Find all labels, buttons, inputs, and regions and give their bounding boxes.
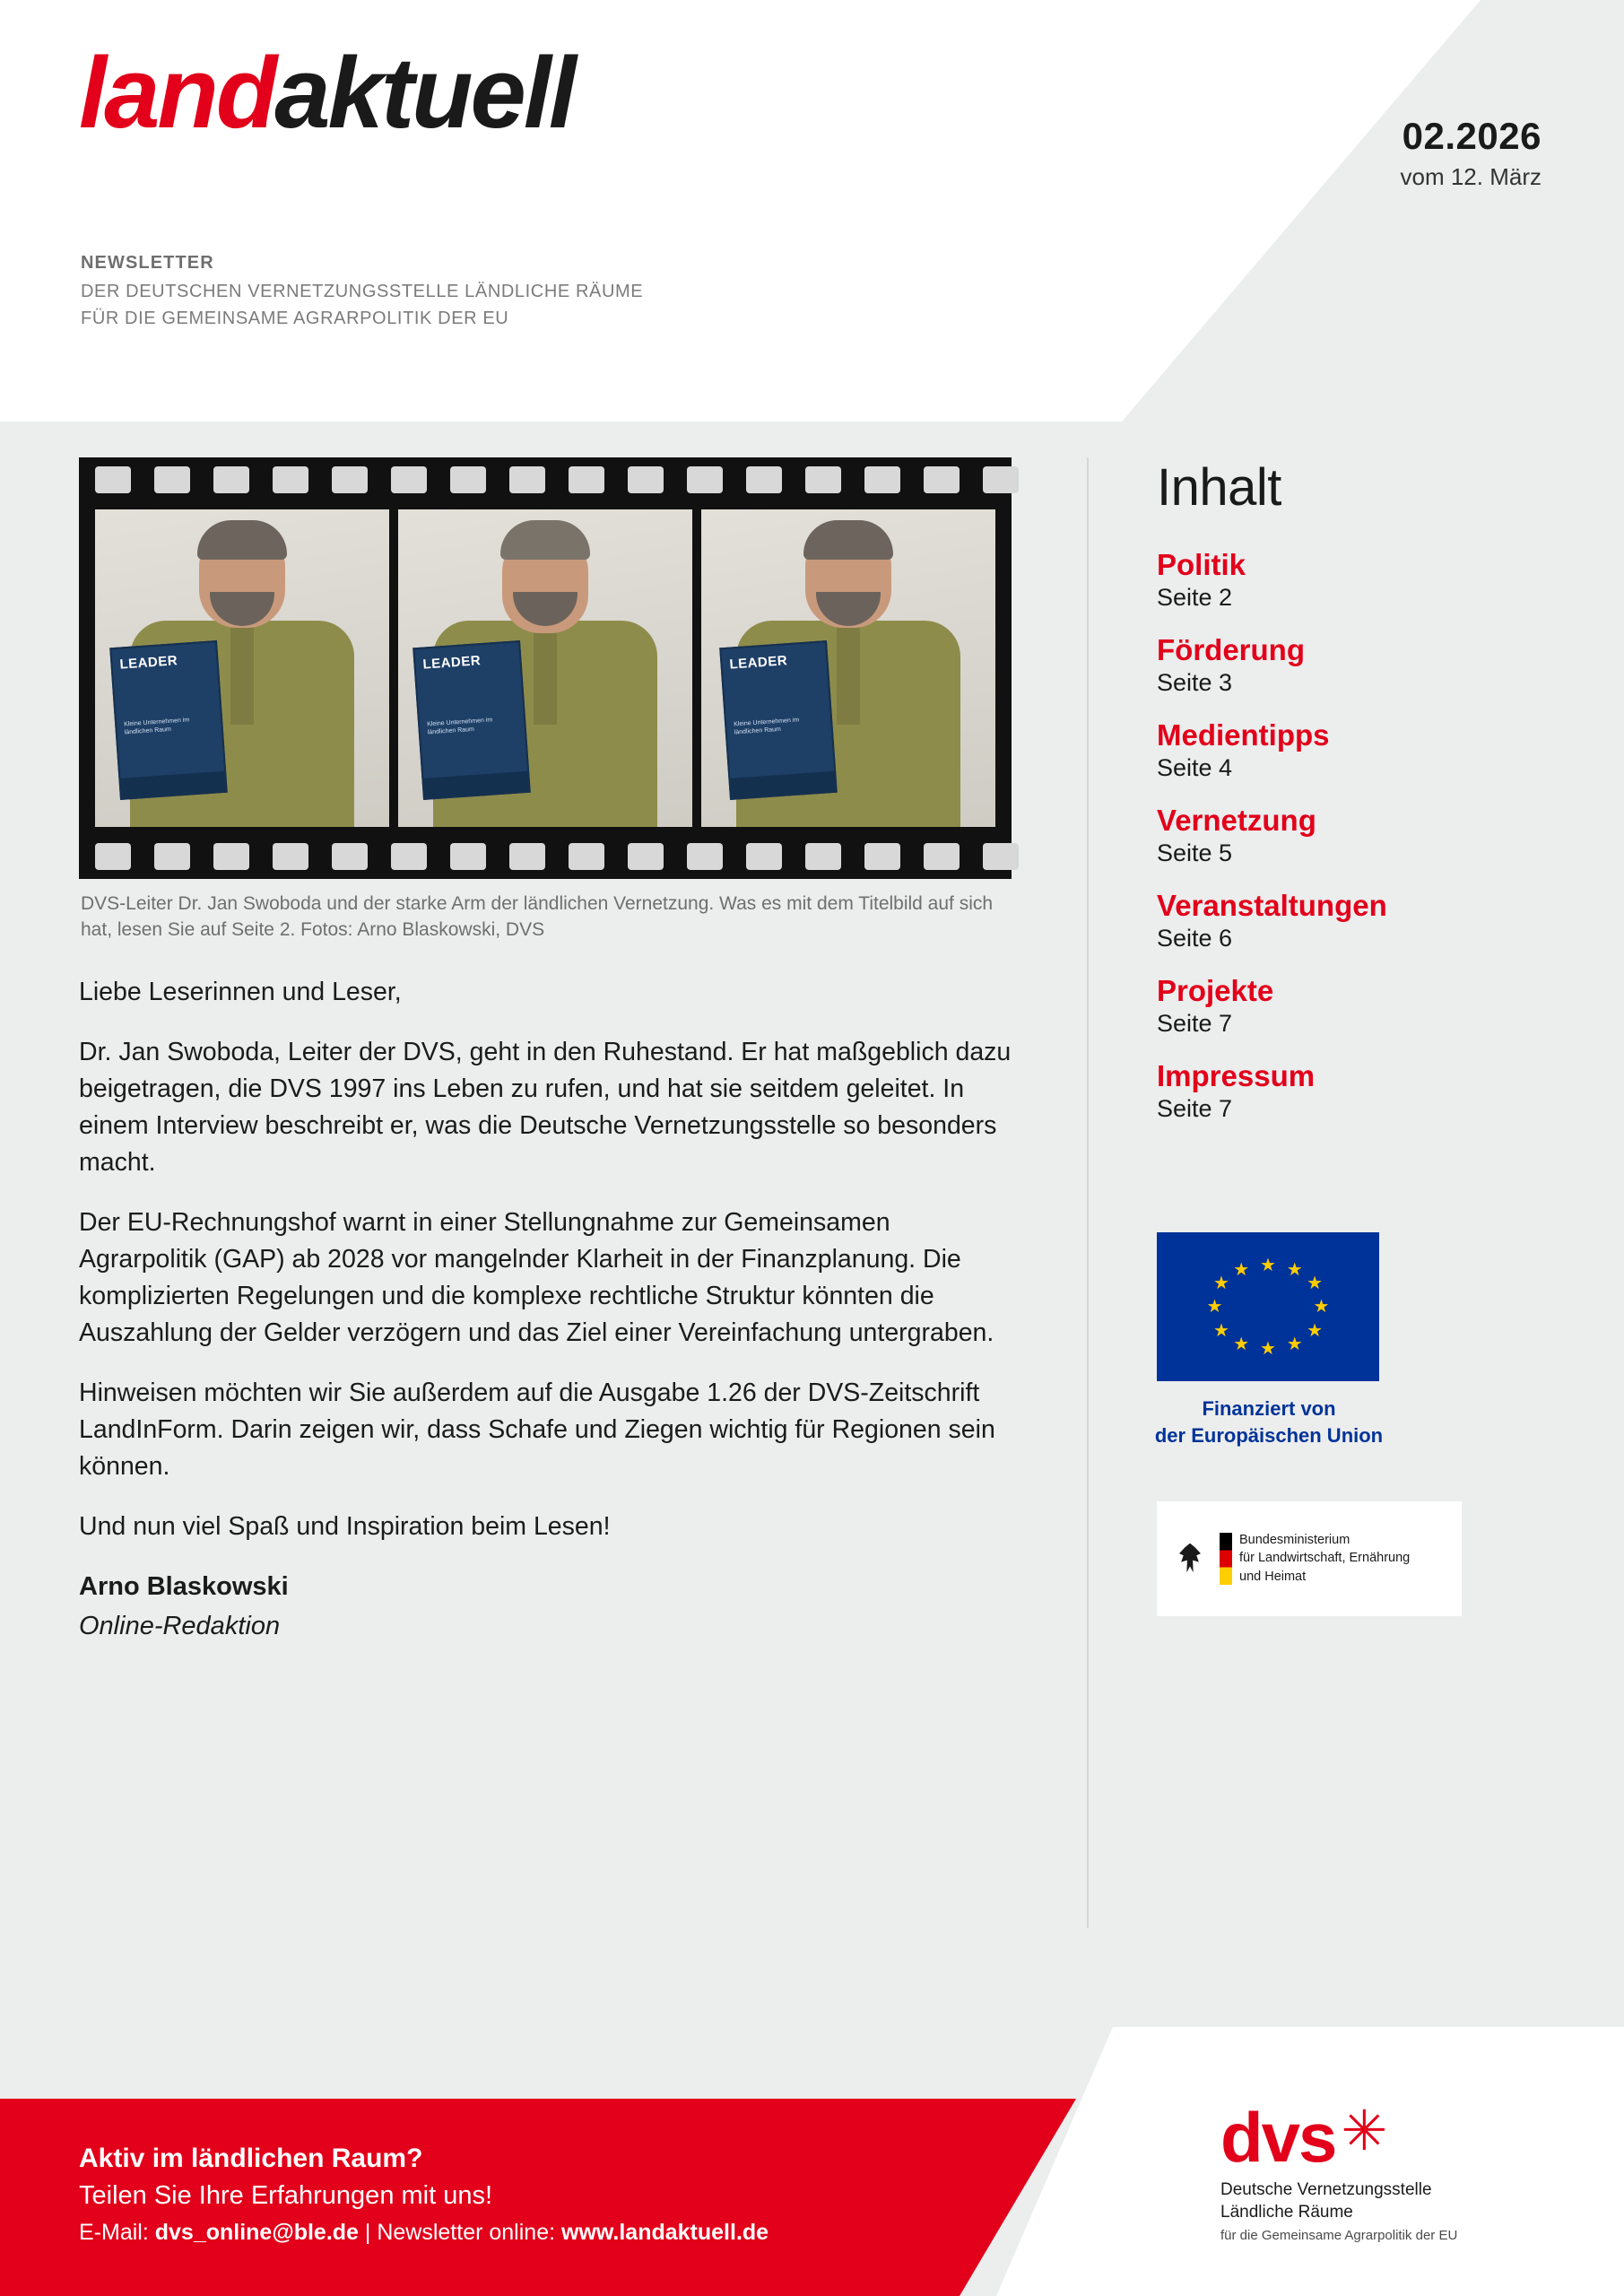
toc-entry-politik[interactable] [1157,548,1542,613]
toc-entry-label: Veranstaltungen [1157,889,1387,923]
dvs-star-icon: ✳ [1341,2100,1388,2163]
book-subtitle: Kleine Unternehmen im ländlichen Raum [123,717,190,736]
letter-paragraph-2: Der EU-Rechnungshof warnt in einer Stellungnahme zur Gemeinsamen Agrarpolitik (GAP) ab 2028 vor mangelnder Klarheit in der Finanzplanung. Die komplizierten Regelungen und die komplexe rechtliche Struktur könnten die Auszahlung der Gelder verzögern und das Ziel einer Vereinfachung untergraben. [79,1208,994,1348]
toc-title: Inhalt [1157,458,1281,517]
eu-funding-line-2: der Europäischen Union [1154,1423,1384,1447]
bmel-text [1239,1531,1410,1586]
bmel-logo [1157,1501,1462,1616]
toc-entry-projekte[interactable] [1157,974,1542,1039]
filmstrip-frames [95,509,995,827]
column-divider [1087,457,1089,1928]
filmstrip-photo [79,457,1012,879]
toc-entry-label: Politik [1157,548,1246,581]
german-flag-icon [1220,1533,1232,1585]
book-title: LEADER [118,653,178,673]
eu-funding-text [1121,1396,1417,1448]
dvs-sub-line-3: für die Gemeinsame Agrarpolitik der EU [1220,2227,1458,2243]
page-header [0,0,1624,422]
issue-block [1401,115,1542,191]
logo-land: land [79,37,275,149]
toc-entry-foerderung[interactable] [1157,633,1542,699]
brand-logo [79,37,575,149]
toc-entry-label: Impressum [1157,1059,1316,1093]
leaderforum-book [109,640,228,800]
dvs-sub-line-2: Ländliche Räume [1220,2202,1353,2222]
eu-funding-badge [1154,1232,1384,1448]
letter-paragraph-3: Hinweisen möchten wir Sie außerdem auf die Ausgabe 1.26 der DVS-Zeitschrift LandInForm. Darin zeigen wir, dass Schafe und Ziegen wichtig für Regionen sein können. [79,1378,995,1482]
dvs-wordmark: dvs [1220,2098,1336,2178]
toc-entry-page: Seite 3 [1157,668,1233,696]
bmel-line-1: Bundesministerium [1239,1533,1350,1548]
toc-entry-page: Seite 5 [1157,839,1233,867]
leaderforum-book [413,640,531,800]
sidebar [1154,457,1542,1616]
toc-entry-page: Seite 7 [1157,1010,1233,1038]
eu-flag-icon: ★ ★ ★ ★ ★ ★ ★ ★ ★ ★ ★ ★ [1157,1232,1379,1381]
letter-paragraph-4: Und nun viel Spaß und Inspiration beim Lesen! [79,1512,611,1542]
toc-entry-page: Seite 2 [1157,583,1233,611]
book-subtitle: Kleine Unternehmen im ländlichen Raum [426,717,493,736]
toc-entry-veranstaltungen[interactable] [1157,889,1542,954]
toc-entry-label: Förderung [1157,633,1305,667]
logo-aktuell: aktuell [274,37,575,149]
dvs-sub-line-1: Deutsche Vernetzungsstelle [1220,2180,1432,2200]
footer-email-link[interactable]: dvs_online@ble.de [154,2220,359,2245]
toc-entry-page: Seite 7 [1157,1095,1233,1123]
main-column [79,457,1012,1646]
toc-entry-vernetzung[interactable] [1157,804,1542,869]
photo-frame-2 [398,509,692,827]
newsletter-label: NEWSLETTER [81,253,214,273]
toc-entry-page: Seite 4 [1157,754,1233,781]
newsletter-line-2: FÜR DIE GEMEINSAME AGRARPOLITIK DER EU [81,309,509,328]
bmel-line-2: für Landwirtschaft, Ernährung [1239,1551,1411,1566]
issue-number: 02.2026 [1402,115,1541,157]
filmstrip-perforations-bottom [79,843,1012,870]
toc-entry-medientipps[interactable] [1157,718,1542,784]
issue-date: vom 12. März [1400,163,1541,190]
toc-entry-label: Medientipps [1157,718,1330,752]
filmstrip-perforations-top [79,466,1012,493]
eu-funding-line-1: Finanziert von [1202,1397,1336,1421]
footer-contact-line [79,2220,769,2246]
book-subtitle: Kleine Unternehmen im ländlichen Raum [733,717,800,736]
newsletter-subtitle [81,249,643,332]
editorial-letter [79,944,1012,1646]
toc-entry-page: Seite 6 [1157,925,1233,952]
toc-entry-impressum[interactable] [1157,1059,1542,1125]
newsletter-line-1: DER DEUTSCHEN VERNETZUNGSSTELLE LÄNDLICHE RÄUME [81,282,644,301]
signature-name: Arno Blaskowski [79,1572,289,1602]
signature-role: Online-Redaktion [79,1612,281,1641]
dvs-subtitle [1220,2179,1534,2244]
federal-eagle-icon [1173,1538,1207,1579]
toc-entry-label: Projekte [1157,974,1274,1008]
book-title: LEADER [421,653,482,673]
footer-email-prefix: E-Mail: [79,2220,155,2245]
footer-separator: | Newsletter online: [358,2220,561,2245]
toc-entry-label: Vernetzung [1157,804,1316,838]
bmel-line-3: und Heimat [1239,1569,1307,1584]
footer-subline: Teilen Sie Ihre Erfahrungen mit uns! [79,2181,493,2210]
footer-website-link[interactable]: www.landaktuell.de [561,2220,769,2245]
photo-frame-3 [701,509,995,827]
footer-contact-block [79,2144,769,2246]
dvs-logo [1220,2098,1534,2244]
book-title: LEADER [728,653,788,673]
photo-caption: DVS-Leiter Dr. Jan Swoboda und der starke Arm der ländlichen Vernetzung. Was es mit dem Titelbild auf sich hat, lesen Sie auf Seite 2. Fotos: Arno Blaskowski, DVS [81,893,994,940]
letter-paragraph-1: Dr. Jan Swoboda, Leiter der DVS, geht in den Ruhestand. Er hat maßgeblich dazu beigetragen, die DVS 1997 ins Leben zu rufen, und hat sie seitdem geleitet. In einem Interview beschreibt er, was die Deutsche Vernetzungsstelle so besonders macht. [79,1037,1012,1178]
footer-headline: Aktiv im ländlichen Raum? [79,2144,423,2173]
photo-frame-1 [95,509,389,827]
letter-salutation: Liebe Leserinnen und Leser, [79,977,402,1006]
leaderforum-book [719,640,838,800]
